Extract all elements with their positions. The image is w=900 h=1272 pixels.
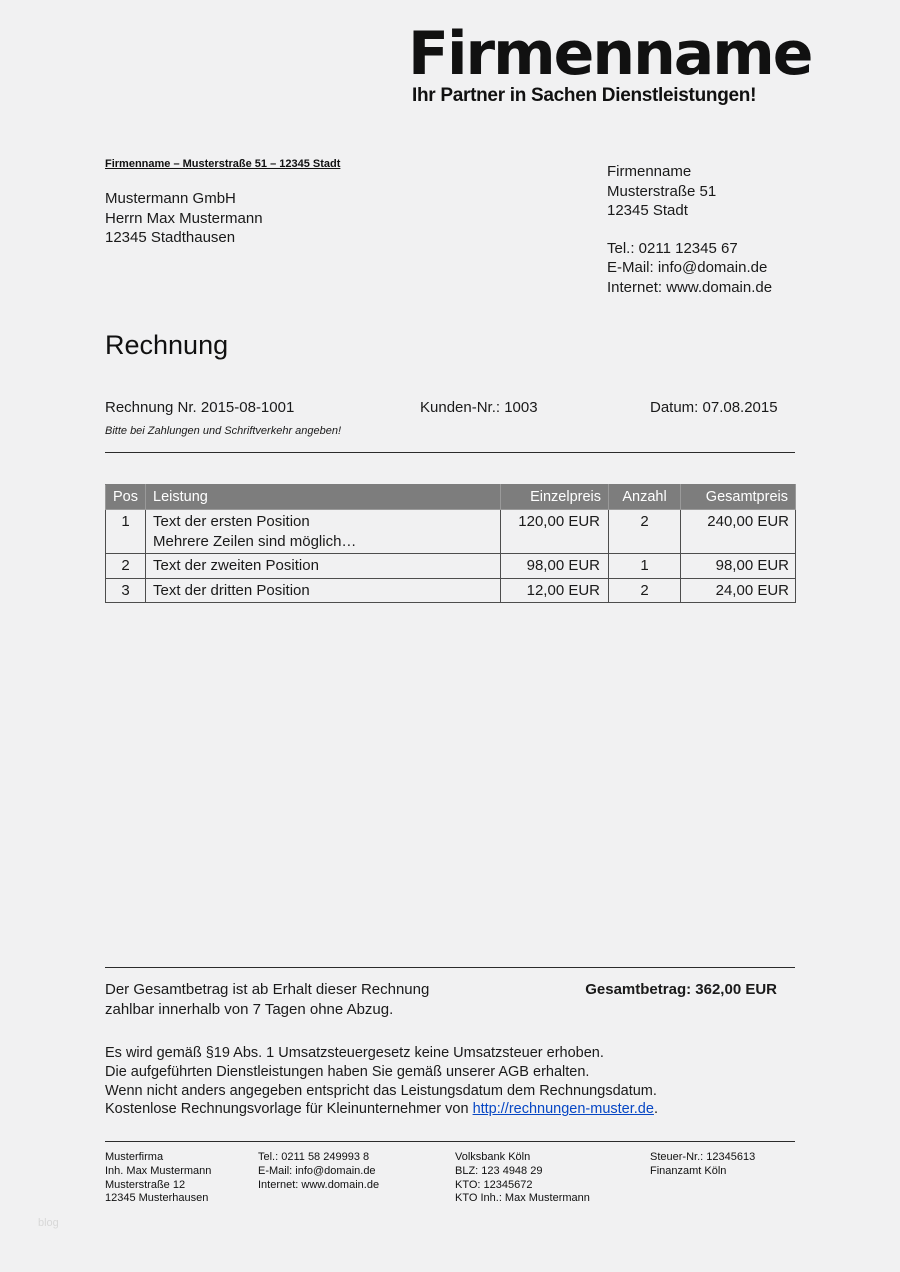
footer-line: KTO Inh.: Max Mustermann bbox=[455, 1192, 590, 1205]
column-header-einzelpreis: Einzelpreis bbox=[501, 485, 609, 510]
recipient-line: Herrn Max Mustermann bbox=[105, 209, 263, 227]
cell-einzelpreis: 98,00 EUR bbox=[501, 554, 609, 579]
grand-total-value: 362,00 EUR bbox=[695, 981, 777, 998]
payment-terms-line: zahlbar innerhalb von 7 Tagen ohne Abzug. bbox=[105, 1000, 394, 1018]
company-email: E-Mail: info@domain.de bbox=[607, 259, 768, 276]
cell-gesamtpreis: 240,00 EUR bbox=[681, 510, 796, 554]
table-row bbox=[106, 578, 796, 603]
recipient-line: 12345 Stadthausen bbox=[105, 229, 236, 246]
leistung-line: Text der dritten Position bbox=[153, 581, 310, 599]
legal-notes bbox=[105, 1044, 658, 1119]
footer-contact-column bbox=[258, 1151, 379, 1192]
footer-line: Inh. Max Mustermann bbox=[105, 1164, 212, 1177]
payment-terms-line: Der Gesamtbetrag ist ab Erhalt dieser Rechnung bbox=[105, 981, 430, 998]
leistung-line: Mehrere Zeilen sind möglich… bbox=[153, 532, 357, 550]
table-header-row bbox=[106, 485, 796, 510]
grand-total-label: Gesamtbetrag: bbox=[585, 981, 692, 998]
cell-leistung bbox=[146, 578, 501, 603]
footer-line: Musterstraße 12 bbox=[105, 1178, 186, 1191]
cell-gesamtpreis: 98,00 EUR bbox=[681, 554, 796, 579]
footer-line: Volksbank Köln bbox=[455, 1151, 531, 1163]
divider bbox=[105, 452, 795, 453]
legal-line bbox=[105, 1100, 658, 1119]
legal-line: Wenn nicht anders angegeben entspricht das Leistungsdatum dem Rechnungsdatum. bbox=[105, 1082, 657, 1099]
sender-return-address: Firmenname – Musterstraße 51 – 12345 Stadt bbox=[105, 158, 341, 170]
cell-einzelpreis: 120,00 EUR bbox=[501, 510, 609, 554]
column-header-leistung: Leistung bbox=[146, 485, 501, 510]
line-items-table bbox=[105, 484, 796, 603]
cell-gesamtpreis: 24,00 EUR bbox=[681, 578, 796, 603]
cell-pos: 3 bbox=[106, 578, 146, 603]
payment-terms bbox=[105, 980, 429, 1019]
legal-line-prefix: Kostenlose Rechnungsvorlage für Kleinunternehmer von bbox=[105, 1101, 473, 1118]
company-contact bbox=[607, 239, 772, 298]
legal-line: Es wird gemäß §19 Abs. 1 Umsatzsteuergesetz keine Umsatzsteuer erhoben. bbox=[105, 1045, 604, 1061]
footer-bank-column bbox=[455, 1151, 590, 1206]
page-title: Rechnung bbox=[105, 330, 229, 360]
cell-anzahl: 2 bbox=[609, 578, 681, 603]
footer-line: 12345 Musterhausen bbox=[105, 1192, 209, 1205]
payment-reference-note: Bitte bei Zahlungen und Schriftverkehr angeben! bbox=[105, 425, 342, 437]
footer-line: Steuer-Nr.: 12345613 bbox=[650, 1151, 756, 1163]
recipient-line: Mustermann GmbH bbox=[105, 190, 236, 207]
footer-line: Internet: www.domain.de bbox=[258, 1178, 380, 1191]
column-header-gesamtpreis: Gesamtpreis bbox=[681, 485, 796, 510]
footer-line: Finanzamt Köln bbox=[650, 1164, 727, 1177]
company-name: Firmenname bbox=[408, 19, 812, 89]
invoice-date: Datum: 07.08.2015 bbox=[650, 399, 778, 416]
footer-line: Musterfirma bbox=[105, 1151, 164, 1163]
footer-line: KTO: 12345672 bbox=[455, 1178, 533, 1191]
invoice-number: Rechnung Nr. 2015-08-1001 bbox=[105, 399, 295, 416]
company-header bbox=[408, 19, 812, 107]
footer-company-column bbox=[105, 1151, 211, 1206]
footer-tax-column bbox=[650, 1151, 755, 1179]
column-header-anzahl: Anzahl bbox=[609, 485, 681, 510]
cell-leistung bbox=[146, 554, 501, 579]
footer-line: Tel.: 0211 58 249993 8 bbox=[258, 1151, 370, 1163]
footer-line: E-Mail: info@domain.de bbox=[258, 1164, 376, 1177]
legal-line: Die aufgeführten Dienstleistungen haben Sie gemäß unserer AGB erhalten. bbox=[105, 1063, 590, 1080]
cell-pos: 1 bbox=[106, 510, 146, 554]
company-address-line: Firmenname bbox=[607, 163, 692, 180]
company-address-line: Musterstraße 51 bbox=[607, 182, 717, 200]
company-address-line: 12345 Stadt bbox=[607, 202, 688, 219]
divider bbox=[105, 967, 795, 968]
grand-total bbox=[585, 981, 777, 998]
cell-anzahl: 1 bbox=[609, 554, 681, 579]
customer-number: Kunden-Nr.: 1003 bbox=[420, 399, 538, 416]
cell-anzahl: 2 bbox=[609, 510, 681, 554]
leistung-line: Text der zweiten Position bbox=[153, 557, 319, 574]
company-phone: Tel.: 0211 12345 67 bbox=[607, 239, 738, 257]
watermark-text: blog bbox=[38, 1217, 59, 1229]
company-info-block bbox=[607, 162, 772, 297]
company-website: Internet: www.domain.de bbox=[607, 278, 773, 296]
cell-leistung bbox=[146, 510, 501, 554]
table-row bbox=[106, 554, 796, 579]
company-address bbox=[607, 162, 772, 221]
company-tagline: Ihr Partner in Sachen Dienstleistungen! bbox=[412, 85, 757, 106]
table-row bbox=[106, 510, 796, 554]
cell-einzelpreis: 12,00 EUR bbox=[501, 578, 609, 603]
recipient-address bbox=[105, 189, 263, 248]
footer-line: BLZ: 123 4948 29 bbox=[455, 1164, 543, 1177]
leistung-line: Text der ersten Position bbox=[153, 513, 310, 530]
column-header-pos: Pos bbox=[106, 485, 146, 510]
cell-pos: 2 bbox=[106, 554, 146, 579]
template-source-link[interactable]: http://rechnungen-muster.de bbox=[472, 1101, 654, 1118]
divider bbox=[105, 1141, 795, 1142]
legal-line-suffix: . bbox=[653, 1101, 658, 1118]
